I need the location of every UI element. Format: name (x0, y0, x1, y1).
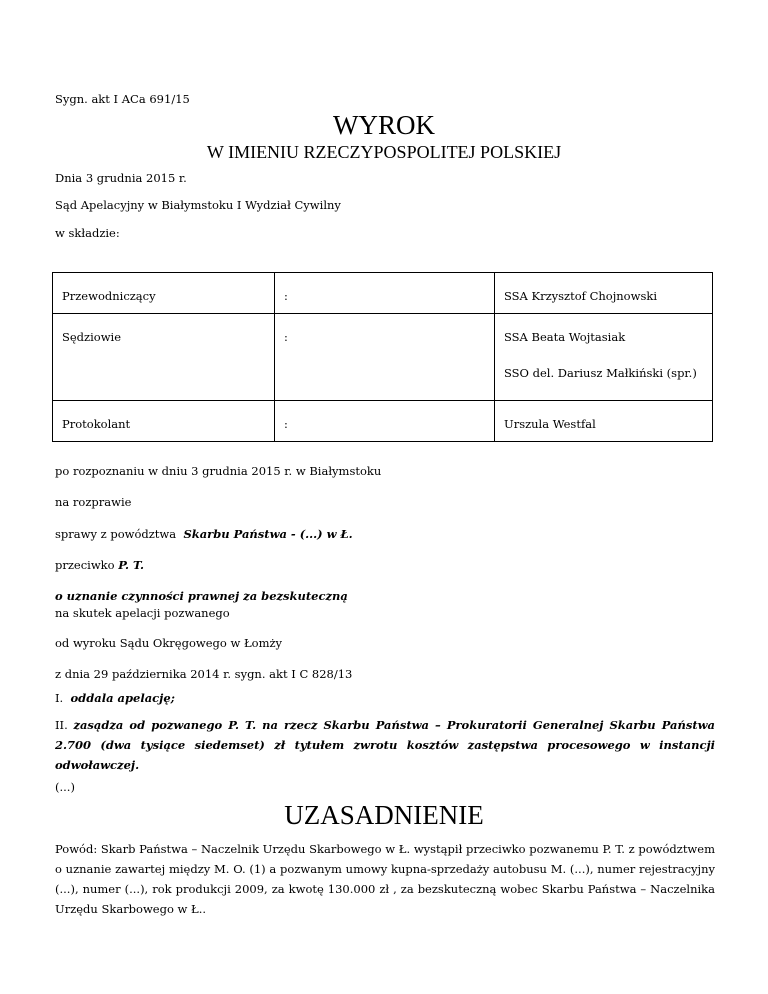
justification-title: UZASADNIENIE (284, 800, 484, 830)
panel-role: Protokolant (62, 417, 131, 431)
panel-name: SSO del. Dariusz Małkiński (spr.) (504, 366, 697, 380)
appeal-line: na skutek apelacji pozwanego (55, 606, 230, 620)
panel-separator: : (284, 330, 288, 344)
panel-separator: : (284, 289, 288, 303)
table-row (53, 401, 713, 442)
ruling-2-text: zasądza od pozwanego P. T. na rzecz Skarbu Państwa – Prokuratorii Generalnej Skarbu Państwa 2.700 (dwa tysiące siedemset) zł tytułem zwrotu kosztów zastępstwa procesowego w instancji odwoławczej. (55, 718, 715, 772)
ruling-1-number: I. (55, 691, 64, 705)
claim-prefix: sprawy z powództwa (55, 527, 177, 541)
panel-name: SSA Krzysztof Chojnowski (504, 289, 657, 303)
case-subject: o uznanie czynności prawnej za bezskuteczną (55, 589, 348, 603)
composition-label: w składzie: (55, 226, 120, 240)
ruling-2 (55, 715, 715, 775)
judgment-date-line: z dnia 29 października 2014 r. sygn. akt I C 828/13 (55, 667, 353, 681)
table-row (53, 314, 713, 401)
date-line: Dnia 3 grudnia 2015 r. (55, 171, 187, 185)
ellipsis: (...) (55, 780, 75, 794)
document-title: WYROK (333, 110, 435, 140)
case-signature: Sygn. akt I ACa 691/15 (55, 92, 190, 106)
ruling-1 (55, 691, 175, 705)
from-judgment-line: od wyroku Sądu Okręgowego w Łomży (55, 636, 283, 650)
claim-party: Skarbu Państwa - (...) w Ł. (183, 527, 353, 541)
claim-line (55, 527, 353, 541)
against-prefix: przeciwko (55, 558, 115, 572)
panel-name: SSA Beata Wojtasiak (504, 330, 626, 344)
panel-role: Przewodniczący (62, 289, 156, 303)
panel-name: Urszula Westfal (504, 417, 596, 431)
table-row (53, 273, 713, 314)
against-line (55, 558, 144, 572)
panel-table (52, 272, 713, 442)
against-party: P. T. (118, 558, 145, 572)
document-subtitle: W IMIENIU RZECZYPOSPOLITEJ POLSKIEJ (206, 142, 562, 162)
panel-separator: : (284, 417, 288, 431)
ruling-1-text: oddala apelację; (70, 691, 175, 705)
court-line: Sąd Apelacyjny w Białymstoku I Wydział Cywilny (55, 198, 341, 212)
ruling-2-number: II. (55, 718, 68, 732)
panel-role: Sędziowie (62, 330, 122, 344)
hearing-line: po rozpoznaniu w dniu 3 grudnia 2015 r. w Białymstoku (55, 464, 382, 478)
justification-paragraph: Powód: Skarb Państwa – Naczelnik Urzędu Skarbowego w Ł. wystąpił przeciwko pozwanemu P. T. z powództwem o uznanie zawartej między M. O. (1) a pozwanym umowy kupna-sprzedaży autobusu M. (...), numer rejestracyjny (...), numer (...), rok produkcji 2009, za kwotę 130.000 zł , za bezskuteczną wobec Skarbu Państwa – Naczelnika Urzędu Skarbowego w Ł.. (55, 842, 715, 916)
hearing-type: na rozprawie (55, 495, 132, 509)
